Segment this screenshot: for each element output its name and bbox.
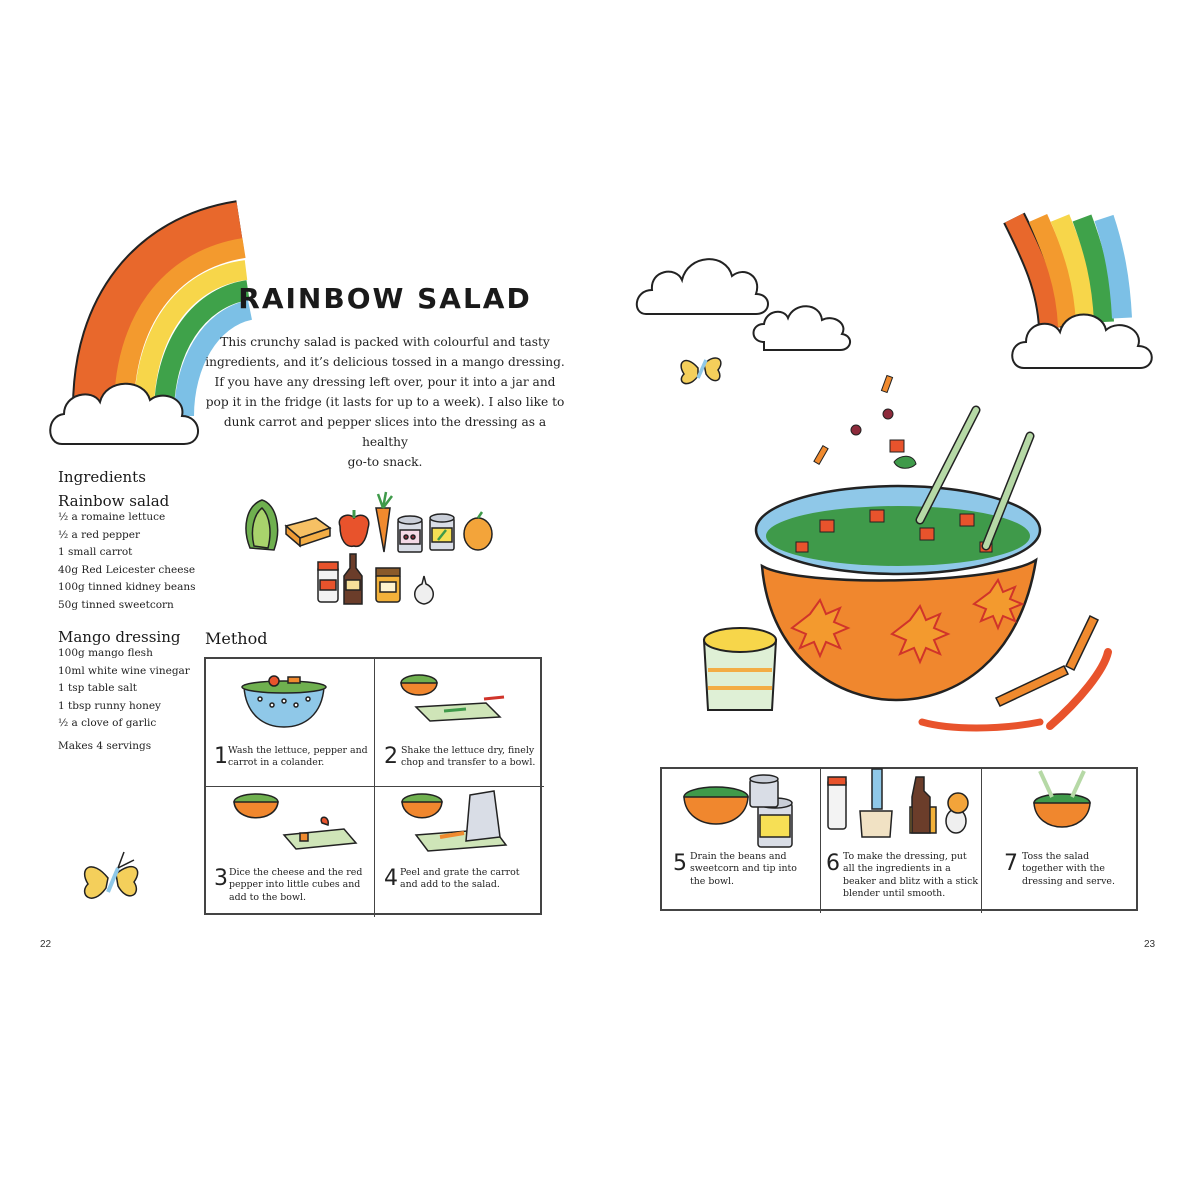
step-text-line: add to the bowl. — [229, 891, 306, 903]
intro-line: This crunchy salad is packed with colourful and tasty — [220, 335, 550, 349]
recipe-intro — [200, 332, 570, 472]
ingredient-illustrations — [240, 488, 510, 608]
step-text — [690, 851, 797, 888]
step-text-line: Drain the beans and — [690, 851, 787, 862]
step-text — [843, 851, 978, 901]
bowl-icon — [1034, 771, 1090, 827]
step-text-line: sweetcorn and tip into — [690, 863, 797, 875]
step-number: 7 — [1004, 851, 1018, 876]
dressing-ingredients-list — [58, 645, 190, 733]
cloud-icon — [637, 259, 768, 314]
ingredients-heading: Ingredients — [58, 468, 146, 486]
sweetcorn-tin-icon — [430, 514, 454, 550]
step-number: 2 — [384, 744, 398, 769]
intro-line: ingredients, and it’s delicious tossed in a mango dressing. — [205, 355, 565, 369]
step-number: 4 — [384, 866, 398, 891]
rainbow-right-illustration — [1004, 218, 1174, 378]
step-number: 1 — [214, 744, 228, 769]
recipe-title: RAINBOW SALAD — [238, 282, 532, 315]
page-number-left: 22 — [40, 939, 52, 950]
pepper-icon — [339, 510, 369, 546]
intro-line: If you have any dressing left over, pour it into a jar and — [214, 375, 556, 389]
step-text-line: chop and transfer to a bowl. — [401, 757, 536, 769]
step-text-line: carrot in a colander. — [228, 757, 325, 769]
list-item: 10ml white wine vinegar — [58, 664, 190, 677]
intro-line: go-to snack. — [347, 455, 423, 469]
list-item: 1 small carrot — [58, 546, 133, 558]
bowl-icon — [756, 410, 1040, 700]
garlic-icon — [415, 576, 434, 604]
vinegar-icon — [344, 554, 362, 604]
colander-icon — [242, 676, 326, 727]
step-text — [1022, 851, 1115, 888]
bean-tin-icon — [750, 775, 778, 807]
step-text-line: Shake the lettuce dry, finely — [401, 745, 535, 756]
step-text-line: Peel and grate the carrot — [400, 867, 520, 878]
step-text-line: together with the — [1022, 863, 1105, 875]
step-number: 3 — [214, 866, 228, 891]
step-text — [228, 745, 368, 770]
grater-icon — [402, 791, 506, 851]
lettuce-icon — [246, 500, 278, 550]
servings-note: Makes 4 servings — [58, 740, 152, 752]
step-text-line: beaker and blitz with a stick — [843, 875, 979, 887]
list-item: 50g tinned sweetcorn — [58, 598, 174, 611]
list-item: ½ a clove of garlic — [58, 717, 157, 729]
list-item: 100g mango flesh — [58, 647, 153, 659]
list-item: 100g tinned kidney beans — [58, 581, 196, 593]
chopping-board-icon — [401, 675, 504, 721]
intro-line: pop it in the fridge (it lasts for up to a week). I also like to — [205, 395, 565, 409]
cloud-icon — [1012, 315, 1152, 369]
mango-dressing-heading: Mango dressing — [58, 628, 181, 646]
salad-bowl-illustration — [700, 370, 1120, 750]
list-item: 1 tsp table salt — [58, 682, 138, 694]
rainbow-salad-heading: Rainbow salad — [58, 492, 170, 510]
bowl-icon — [234, 794, 356, 849]
cloud-icon — [754, 306, 851, 350]
salad-ingredients-list — [58, 509, 196, 614]
step-text-line: the bowl. — [690, 875, 734, 887]
step-text-line: To make the dressing, put — [843, 851, 967, 862]
step-number: 6 — [826, 851, 840, 876]
carrot-icon — [376, 492, 392, 552]
step-text-line: pepper into little cubes and — [229, 879, 361, 891]
mango-icon — [464, 512, 492, 550]
honey-icon — [376, 568, 400, 602]
cheese-icon — [286, 518, 330, 546]
bean-tin-icon — [398, 516, 422, 552]
step-text-line: Toss the salad — [1022, 851, 1090, 862]
step-number: 5 — [673, 851, 687, 876]
step-text — [401, 745, 535, 770]
clouds-illustration — [636, 244, 866, 364]
dressing-jar-icon — [704, 628, 776, 710]
step-text-line: Wash the lettuce, pepper and — [228, 745, 368, 756]
list-item: 40g Red Leicester cheese — [58, 563, 196, 576]
confetti-ingredients — [814, 375, 916, 468]
step-text-line: Dice the cheese and the red — [229, 867, 363, 878]
list-item: ½ a red pepper — [58, 528, 141, 541]
method-heading: Method — [205, 629, 268, 648]
step-text-line: blender until smooth. — [843, 888, 946, 900]
salt-icon — [318, 562, 338, 602]
list-item: ½ a romaine lettuce — [58, 511, 166, 523]
step-text — [400, 867, 520, 892]
butterfly-icon — [72, 838, 152, 918]
step-text-line: all the ingredients in a — [843, 863, 951, 875]
blender-icon — [828, 769, 968, 837]
intro-line: dunk carrot and pepper slices into the dressing as a healthy — [223, 415, 547, 449]
step-text-line: dressing and serve. — [1022, 875, 1115, 887]
step-text-line: and add to the salad. — [400, 879, 500, 891]
step-text — [229, 867, 362, 904]
page-number-right: 23 — [1144, 939, 1156, 950]
bowl-icon — [684, 787, 748, 824]
list-item: 1 tbsp runny honey — [58, 699, 161, 712]
